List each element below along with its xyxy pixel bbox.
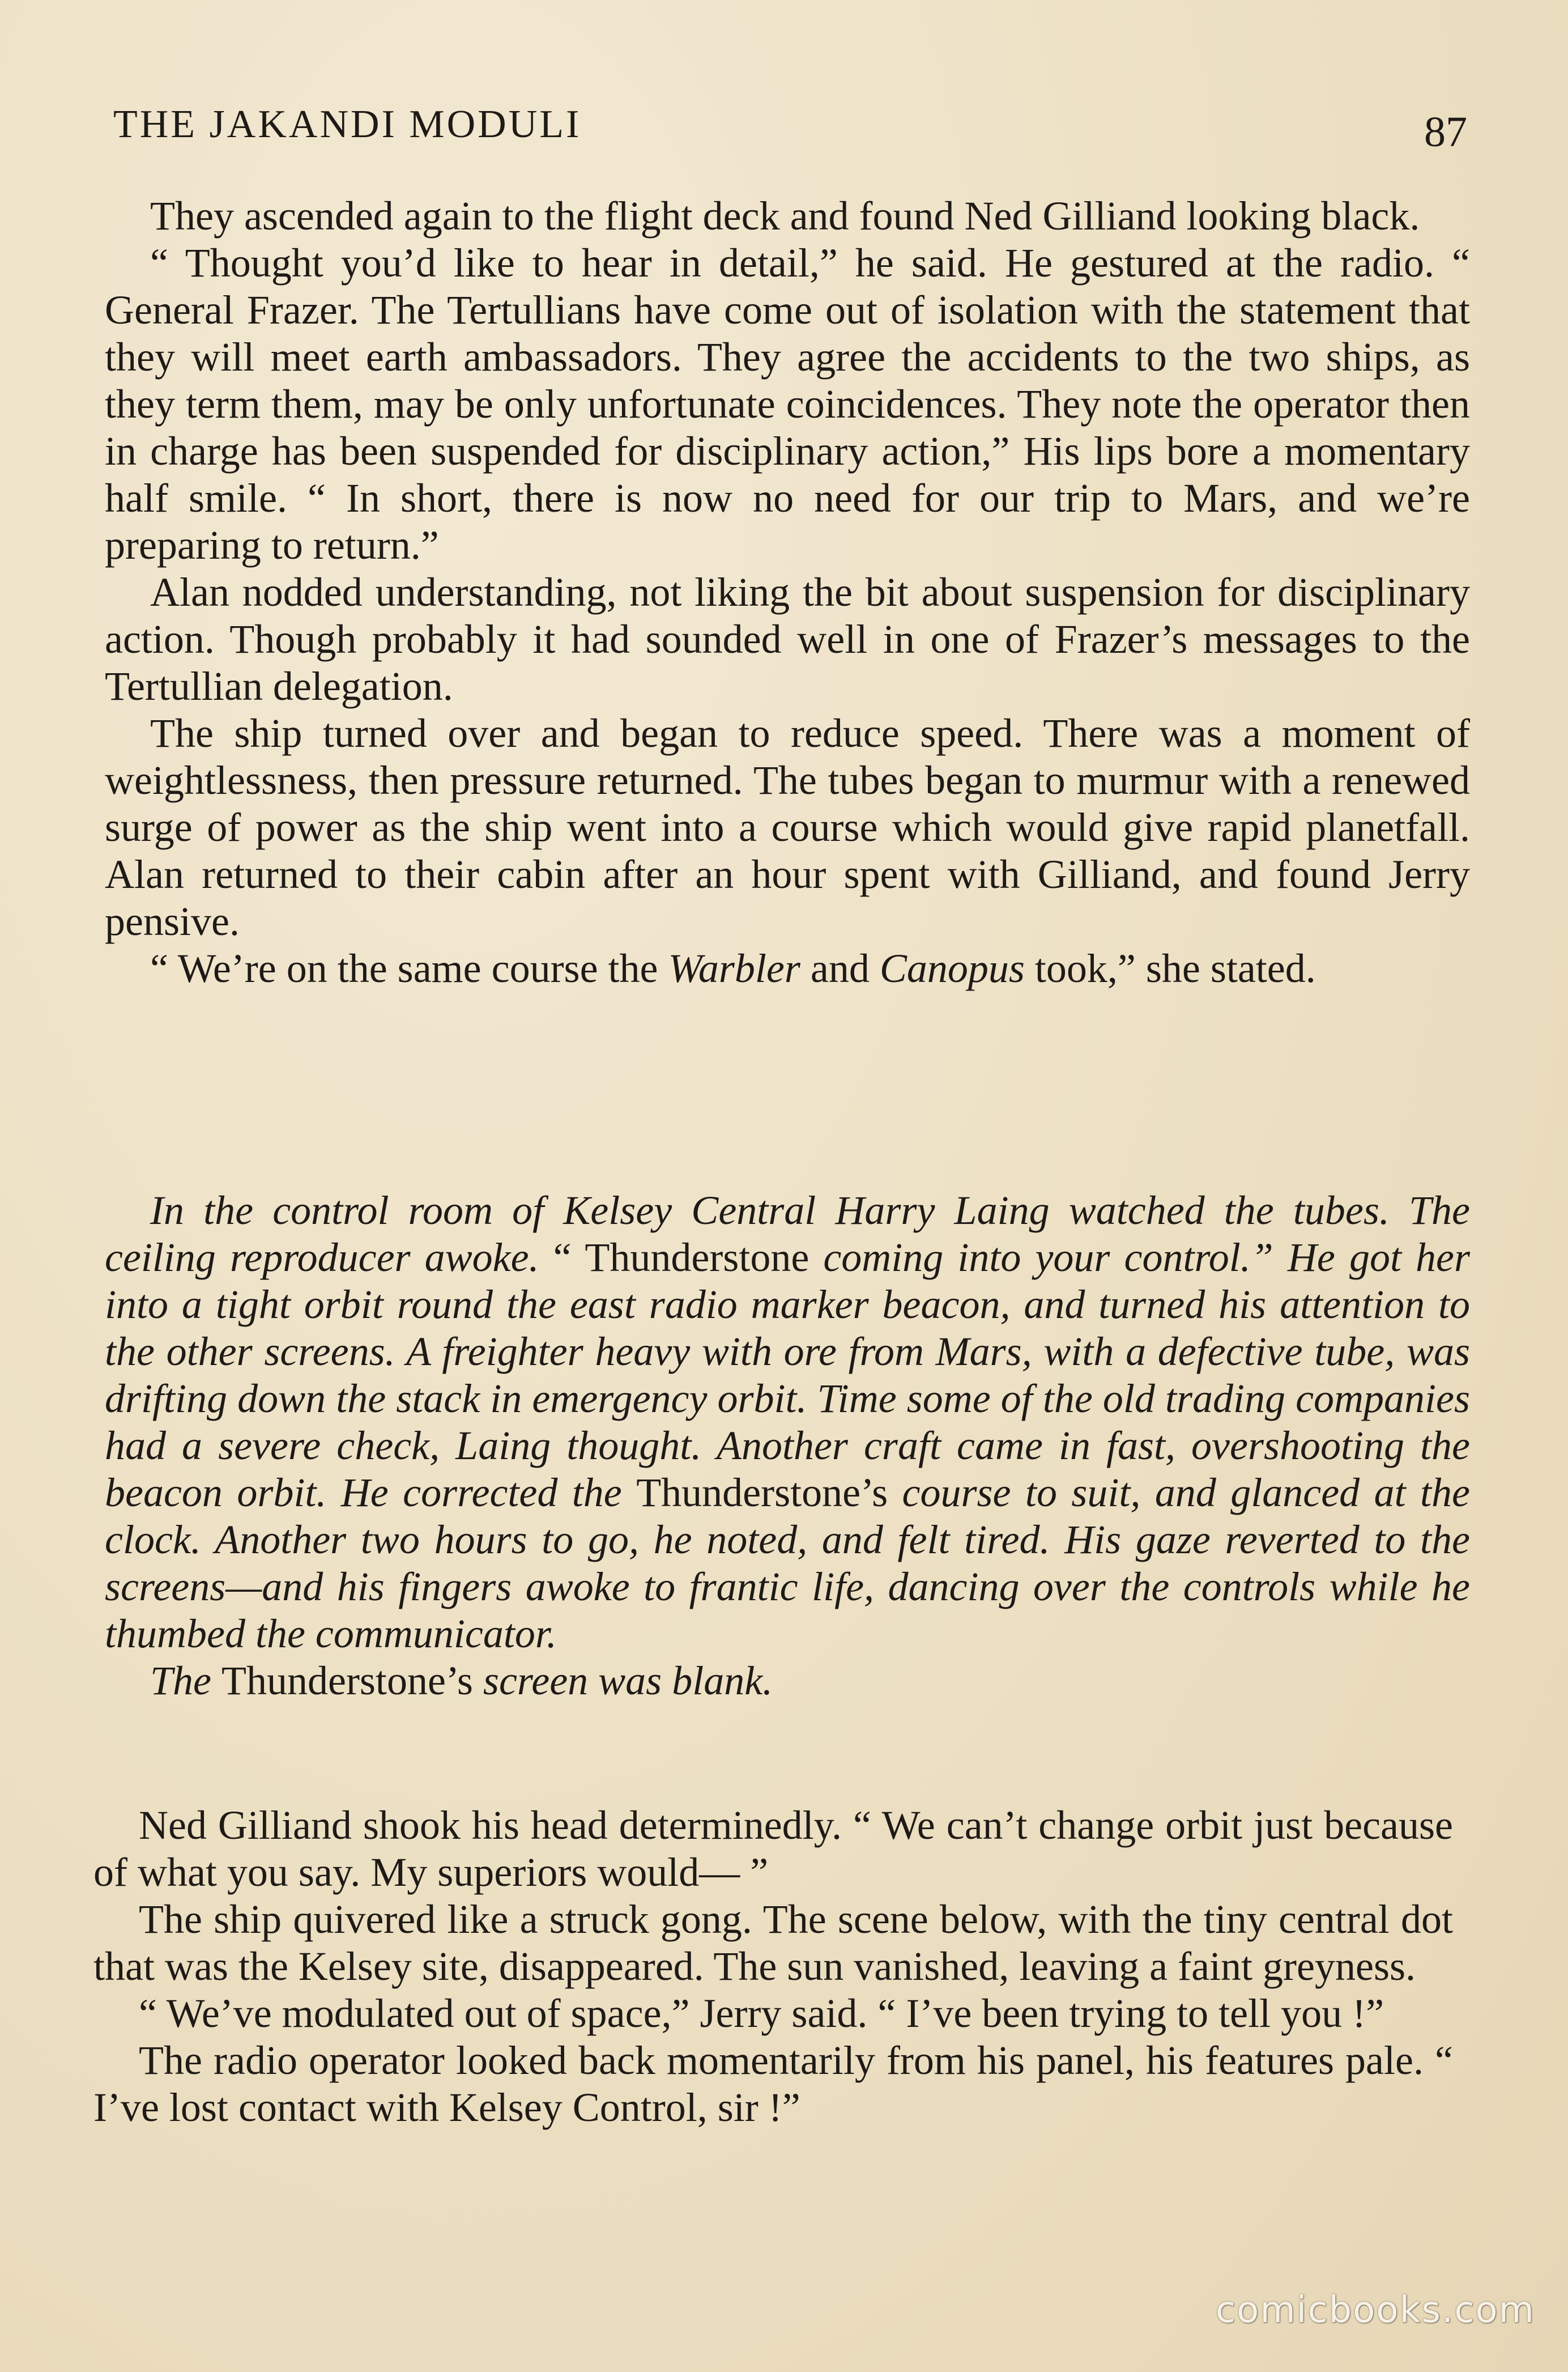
text-run: and (800, 946, 880, 991)
section-two-italic (105, 1187, 1470, 1704)
text-run: took,” she stated. (1024, 946, 1316, 991)
page-header (113, 96, 1467, 159)
running-head: THE JAKANDI MODULI (113, 103, 582, 146)
watermark: comicbooks.com (1215, 2289, 1535, 2331)
ship-name: “ Thunderstone (553, 1235, 809, 1280)
text-run: coming into your control.” He got her into a tight orbit round the east radio marker beacon, and turned his attention to the other screens. A freighter heavy with ore from Mars, with a defective tube, was drifting down the stack in emergency orbit. Time some of the old trading companies had a severe check, Laing thought. Another craft came in fast, overshooting the beacon orbit. He corrected the (105, 1235, 1470, 1515)
paragraph: They ascended again to the flight deck and found Ned Gilliand looking black. (150, 193, 1420, 239)
paragraph: The ship quivered like a struck gong. The scene below, with the tiny central dot that was the Kelsey site, disappeared. The sun vanished, leaving a faint greyness. (93, 1897, 1453, 1989)
paragraph: The ship turned over and began to reduce speed. There was a moment of weightlessness, then pressure returned. The tubes began to murmur with a renewed surge of power as the ship went into a course which would give rapid planetfall. Alan returned to their cabin after an hour spent with Gilliand, and found Jerry pensive. (105, 711, 1470, 944)
paragraph: The radio operator looked back momentarily from his panel, his features pale. “ I’ve lost contact with Kelsey Control, sir !” (93, 2038, 1453, 2130)
section-three (93, 1802, 1453, 2131)
paragraph: “ Thought you’d like to hear in detail,” he said. He gestured at the radio. “ General Frazer. The Tertullians have come out of isolation with the statement that they will meet earth ambassadors. They agree the accidents to the two ships, as they term them, may be only unfortunate coincidences. They note the operator then in charge has been suspended for disciplinary action,” His lips bore a momentary half smile. “ In short, there is now no need for our trip to Mars, and we’re preparing to return.” (105, 240, 1470, 568)
ship-name: Warbler (668, 946, 800, 991)
ship-name: Canopus (879, 946, 1025, 991)
paragraph: “ We’ve modulated out of space,” Jerry said. “ I’ve been trying to tell you !” (139, 1991, 1384, 2036)
page-number: 87 (1424, 108, 1467, 156)
text-run: course to suit, and glanced at the clock. Another two hours to go, he noted, and felt tired. His gaze reverted to the screens—and his fingers awoke to frantic life, dancing over the controls while he thumbed the communicator. (105, 1470, 1470, 1656)
paragraph: Alan nodded understanding, not liking the bit about suspension for disciplinary action. Though probably it had sounded well in one of Frazer’s messages to the Tertullian delegation. (105, 569, 1470, 709)
paragraph (105, 945, 1470, 992)
ship-name: Thunderstone’s (221, 1658, 473, 1703)
paragraph (105, 1187, 1470, 1657)
text-run: In the control room of Kelsey Central Harry Laing watched the tubes. The ceiling reproducer awoke. (105, 1188, 1470, 1280)
paragraph: Ned Gilliand shook his head determinedly. “ We can’t change orbit just because of what you say. My superiors would— ” (93, 1803, 1453, 1895)
section-one (105, 193, 1470, 992)
text-run: “ We’re on the same course the (150, 946, 668, 991)
text-run: The (150, 1658, 221, 1703)
ship-name: Thunderstone’s (636, 1470, 888, 1515)
paragraph (105, 1657, 1470, 1704)
text-run: screen was blank. (472, 1658, 773, 1703)
